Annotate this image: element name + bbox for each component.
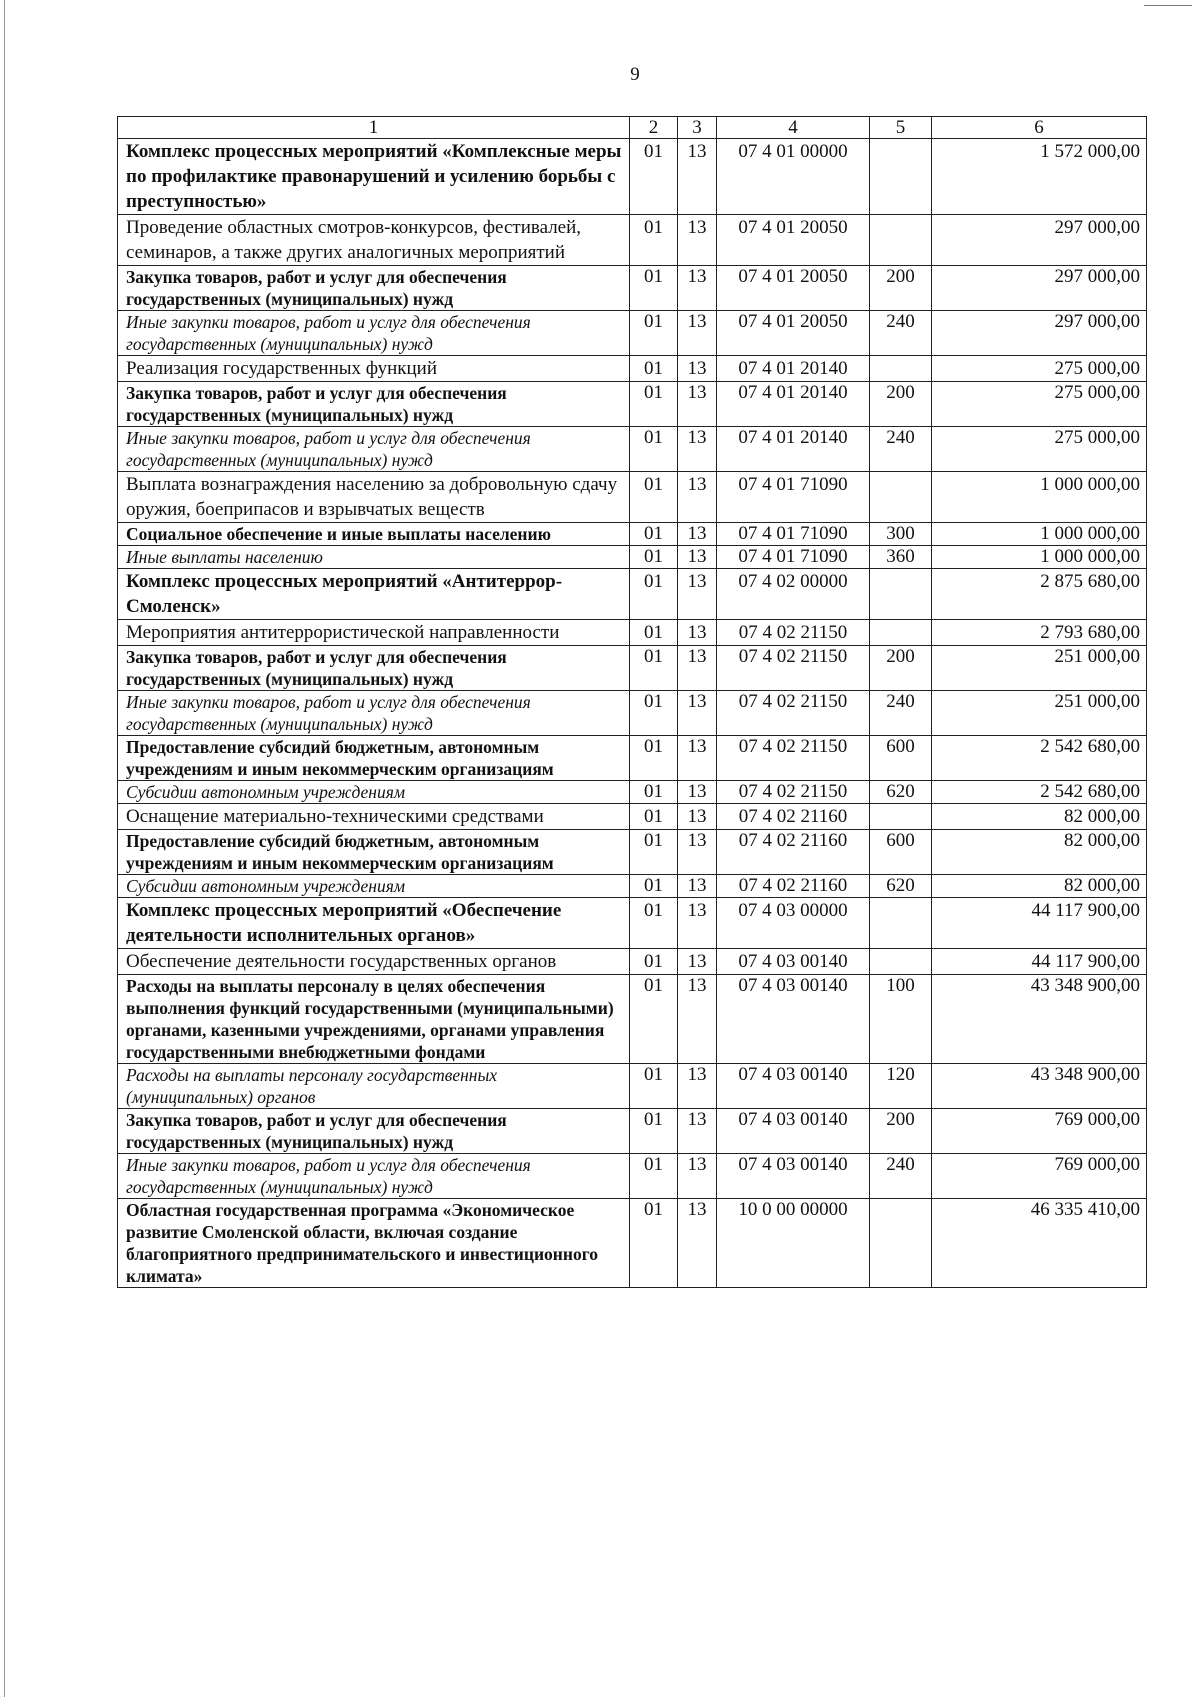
cell-section: 01 (630, 356, 678, 382)
cell-amount: 43 348 900,00 (932, 1064, 1147, 1109)
table-row (118, 215, 1147, 266)
cell-subsection: 13 (678, 1199, 717, 1288)
cell-expense-type: 100 (870, 975, 932, 1064)
cell-target-code: 07 4 01 20140 (717, 427, 870, 472)
cell-name: Предоставление субсидий бюджетным, автономным учреждениям и иным некоммерческим организациям (118, 736, 630, 781)
cell-amount: 44 117 900,00 (932, 898, 1147, 949)
cell-expense-type: 200 (870, 1109, 932, 1154)
table-body (118, 139, 1147, 1288)
cell-expense-type: 200 (870, 646, 932, 691)
cell-name: Закупка товаров, работ и услуг для обеспечения государственных (муниципальных) нужд (118, 646, 630, 691)
cell-target-code: 07 4 03 00140 (717, 1064, 870, 1109)
cell-target-code: 07 4 02 21160 (717, 830, 870, 875)
cell-section: 01 (630, 569, 678, 620)
cell-section: 01 (630, 1199, 678, 1288)
cell-amount: 275 000,00 (932, 356, 1147, 382)
cell-name: Иные закупки товаров, работ и услуг для обеспечения государственных (муниципальных) нужд (118, 311, 630, 356)
cell-expense-type: 300 (870, 523, 932, 546)
cell-name: Мероприятия антитеррористической направленности (118, 620, 630, 646)
table-row (118, 427, 1147, 472)
cell-amount: 44 117 900,00 (932, 949, 1147, 975)
cell-name: Реализация государственных функций (118, 356, 630, 382)
cell-section: 01 (630, 736, 678, 781)
cell-amount: 251 000,00 (932, 691, 1147, 736)
cell-name: Обеспечение деятельности государственных органов (118, 949, 630, 975)
cell-target-code: 07 4 01 20140 (717, 382, 870, 427)
cell-section: 01 (630, 691, 678, 736)
cell-section: 01 (630, 830, 678, 875)
cell-subsection: 13 (678, 875, 717, 898)
cell-amount: 2 542 680,00 (932, 781, 1147, 804)
cell-name: Закупка товаров, работ и услуг для обеспечения государственных (муниципальных) нужд (118, 266, 630, 311)
cell-expense-type: 240 (870, 691, 932, 736)
cell-amount: 1 000 000,00 (932, 523, 1147, 546)
cell-target-code: 07 4 01 71090 (717, 546, 870, 569)
cell-section: 01 (630, 781, 678, 804)
cell-subsection: 13 (678, 620, 717, 646)
cell-name: Оснащение материально-техническими средствами (118, 804, 630, 830)
cell-subsection: 13 (678, 1109, 717, 1154)
cell-subsection: 13 (678, 781, 717, 804)
cell-amount: 275 000,00 (932, 427, 1147, 472)
cell-subsection: 13 (678, 472, 717, 523)
cell-name: Субсидии автономным учреждениям (118, 875, 630, 898)
cell-expense-type: 620 (870, 781, 932, 804)
table-row (118, 523, 1147, 546)
cell-amount: 297 000,00 (932, 266, 1147, 311)
cell-section: 01 (630, 975, 678, 1064)
cell-subsection: 13 (678, 1064, 717, 1109)
cell-section: 01 (630, 472, 678, 523)
cell-subsection: 13 (678, 804, 717, 830)
cell-amount: 769 000,00 (932, 1154, 1147, 1199)
cell-target-code: 07 4 02 21160 (717, 875, 870, 898)
cell-amount: 1 000 000,00 (932, 546, 1147, 569)
table-row (118, 139, 1147, 215)
cell-target-code: 07 4 01 00000 (717, 139, 870, 215)
cell-section: 01 (630, 804, 678, 830)
cell-expense-type (870, 356, 932, 382)
cell-amount: 2 542 680,00 (932, 736, 1147, 781)
cell-expense-type (870, 472, 932, 523)
cell-expense-type: 600 (870, 830, 932, 875)
cell-subsection: 13 (678, 830, 717, 875)
table-row (118, 975, 1147, 1064)
column-header-1: 1 (118, 117, 630, 139)
cell-expense-type (870, 215, 932, 266)
cell-target-code: 07 4 03 00000 (717, 898, 870, 949)
cell-amount: 1 572 000,00 (932, 139, 1147, 215)
cell-expense-type (870, 569, 932, 620)
cell-expense-type: 240 (870, 1154, 932, 1199)
table-row (118, 356, 1147, 382)
cell-amount: 251 000,00 (932, 646, 1147, 691)
cell-target-code: 07 4 01 20050 (717, 266, 870, 311)
table-row (118, 736, 1147, 781)
cell-subsection: 13 (678, 266, 717, 311)
table-row (118, 804, 1147, 830)
table-row (118, 382, 1147, 427)
cell-name: Комплекс процессных мероприятий «Комплексные меры по профилактике правонарушений и усилению борьбы с преступностью» (118, 139, 630, 215)
column-header-3: 3 (678, 117, 717, 139)
cell-subsection: 13 (678, 949, 717, 975)
cell-subsection: 13 (678, 569, 717, 620)
cell-subsection: 13 (678, 356, 717, 382)
cell-amount: 82 000,00 (932, 830, 1147, 875)
cell-section: 01 (630, 266, 678, 311)
cell-name: Комплекс процессных мероприятий «Антитеррор-Смоленск» (118, 569, 630, 620)
cell-section: 01 (630, 382, 678, 427)
cell-subsection: 13 (678, 311, 717, 356)
cell-name: Иные выплаты населению (118, 546, 630, 569)
cell-name: Закупка товаров, работ и услуг для обеспечения государственных (муниципальных) нужд (118, 382, 630, 427)
cell-target-code: 07 4 02 00000 (717, 569, 870, 620)
cell-target-code: 10 0 00 00000 (717, 1199, 870, 1288)
cell-expense-type: 600 (870, 736, 932, 781)
cell-amount: 82 000,00 (932, 875, 1147, 898)
cell-expense-type: 240 (870, 427, 932, 472)
table-row (118, 1109, 1147, 1154)
cell-target-code: 07 4 01 20140 (717, 356, 870, 382)
cell-amount: 46 335 410,00 (932, 1199, 1147, 1288)
cell-expense-type (870, 139, 932, 215)
cell-expense-type (870, 620, 932, 646)
cell-name: Областная государственная программа «Экономическое развитие Смоленской области, включая создание благоприятного предпринимательского и инвестиционного климата» (118, 1199, 630, 1288)
cell-target-code: 07 4 01 71090 (717, 472, 870, 523)
table-row (118, 1064, 1147, 1109)
column-header-2: 2 (630, 117, 678, 139)
table-row (118, 646, 1147, 691)
cell-target-code: 07 4 02 21160 (717, 804, 870, 830)
cell-name: Социальное обеспечение и иные выплаты населению (118, 523, 630, 546)
cell-expense-type: 200 (870, 382, 932, 427)
table-row (118, 1199, 1147, 1288)
cell-name: Иные закупки товаров, работ и услуг для обеспечения государственных (муниципальных) нужд (118, 691, 630, 736)
cell-amount: 297 000,00 (932, 215, 1147, 266)
table-row (118, 949, 1147, 975)
table-row (118, 266, 1147, 311)
cell-section: 01 (630, 546, 678, 569)
cell-expense-type: 200 (870, 266, 932, 311)
cell-target-code: 07 4 02 21150 (717, 620, 870, 646)
cell-subsection: 13 (678, 215, 717, 266)
cell-target-code: 07 4 02 21150 (717, 781, 870, 804)
cell-amount: 43 348 900,00 (932, 975, 1147, 1064)
cell-name: Комплекс процессных мероприятий «Обеспечение деятельности исполнительных органов» (118, 898, 630, 949)
table-row (118, 691, 1147, 736)
cell-target-code: 07 4 03 00140 (717, 1154, 870, 1199)
cell-name: Выплата вознаграждения населению за добровольную сдачу оружия, боеприпасов и взрывчатых веществ (118, 472, 630, 523)
cell-target-code: 07 4 03 00140 (717, 949, 870, 975)
cell-amount: 1 000 000,00 (932, 472, 1147, 523)
cell-name: Расходы на выплаты персоналу в целях обеспечения выполнения функций государственными (муниципальными) органами, казенными учреждениями, органами управления государственными внебюджетными фондами (118, 975, 630, 1064)
cell-amount: 275 000,00 (932, 382, 1147, 427)
cell-subsection: 13 (678, 382, 717, 427)
cell-target-code: 07 4 03 00140 (717, 1109, 870, 1154)
cell-expense-type: 120 (870, 1064, 932, 1109)
cell-section: 01 (630, 139, 678, 215)
column-header-6: 6 (932, 117, 1147, 139)
cell-section: 01 (630, 646, 678, 691)
table-row (118, 875, 1147, 898)
cell-target-code: 07 4 01 20050 (717, 215, 870, 266)
cell-expense-type: 360 (870, 546, 932, 569)
column-header-5: 5 (870, 117, 932, 139)
cell-subsection: 13 (678, 139, 717, 215)
corner-mark (1144, 5, 1192, 6)
cell-amount: 769 000,00 (932, 1109, 1147, 1154)
cell-expense-type (870, 949, 932, 975)
cell-section: 01 (630, 523, 678, 546)
cell-expense-type: 620 (870, 875, 932, 898)
cell-section: 01 (630, 1064, 678, 1109)
cell-name: Субсидии автономным учреждениям (118, 781, 630, 804)
table-row (118, 472, 1147, 523)
cell-subsection: 13 (678, 898, 717, 949)
cell-expense-type (870, 898, 932, 949)
cell-name: Расходы на выплаты персоналу государственных (муниципальных) органов (118, 1064, 630, 1109)
table-row (118, 898, 1147, 949)
column-header-4: 4 (717, 117, 870, 139)
cell-target-code: 07 4 03 00140 (717, 975, 870, 1064)
table-header-row (118, 117, 1147, 139)
cell-subsection: 13 (678, 975, 717, 1064)
cell-target-code: 07 4 02 21150 (717, 691, 870, 736)
page-margin-line (4, 0, 5, 1697)
cell-subsection: 13 (678, 691, 717, 736)
cell-section: 01 (630, 215, 678, 266)
budget-table (117, 116, 1147, 1288)
cell-subsection: 13 (678, 546, 717, 569)
cell-amount: 82 000,00 (932, 804, 1147, 830)
table-row (118, 830, 1147, 875)
cell-target-code: 07 4 02 21150 (717, 646, 870, 691)
cell-name: Проведение областных смотров-конкурсов, фестивалей, семинаров, а также других аналогичных мероприятий (118, 215, 630, 266)
cell-subsection: 13 (678, 1154, 717, 1199)
table-row (118, 781, 1147, 804)
table-row (118, 1154, 1147, 1199)
cell-section: 01 (630, 1109, 678, 1154)
cell-expense-type: 240 (870, 311, 932, 356)
cell-amount: 2 875 680,00 (932, 569, 1147, 620)
cell-name: Иные закупки товаров, работ и услуг для обеспечения государственных (муниципальных) нужд (118, 427, 630, 472)
cell-target-code: 07 4 01 20050 (717, 311, 870, 356)
cell-amount: 297 000,00 (932, 311, 1147, 356)
cell-expense-type (870, 1199, 932, 1288)
cell-section: 01 (630, 898, 678, 949)
cell-subsection: 13 (678, 427, 717, 472)
cell-section: 01 (630, 427, 678, 472)
cell-name: Предоставление субсидий бюджетным, автономным учреждениям и иным некоммерческим организациям (118, 830, 630, 875)
cell-subsection: 13 (678, 736, 717, 781)
cell-name: Закупка товаров, работ и услуг для обеспечения государственных (муниципальных) нужд (118, 1109, 630, 1154)
table-row (118, 569, 1147, 620)
table-row (118, 311, 1147, 356)
cell-expense-type (870, 804, 932, 830)
cell-section: 01 (630, 620, 678, 646)
cell-section: 01 (630, 311, 678, 356)
cell-name: Иные закупки товаров, работ и услуг для обеспечения государственных (муниципальных) нужд (118, 1154, 630, 1199)
cell-section: 01 (630, 1154, 678, 1199)
cell-target-code: 07 4 01 71090 (717, 523, 870, 546)
cell-section: 01 (630, 949, 678, 975)
page-number: 9 (630, 64, 640, 85)
cell-target-code: 07 4 02 21150 (717, 736, 870, 781)
cell-amount: 2 793 680,00 (932, 620, 1147, 646)
table-row (118, 546, 1147, 569)
cell-subsection: 13 (678, 523, 717, 546)
cell-section: 01 (630, 875, 678, 898)
table-row (118, 620, 1147, 646)
cell-subsection: 13 (678, 646, 717, 691)
